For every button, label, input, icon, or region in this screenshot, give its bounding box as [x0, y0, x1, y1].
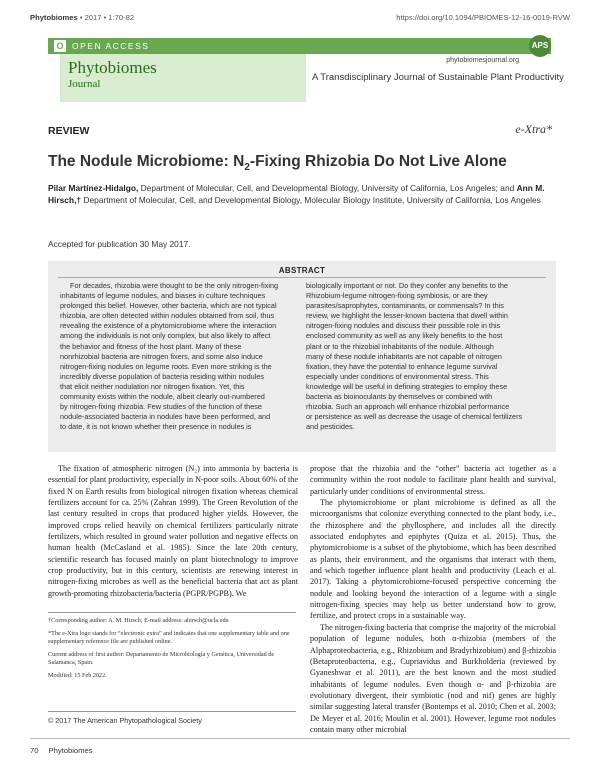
abstract-line: among the individuals is not only complex, but also likely to affect [60, 331, 271, 341]
abstract-line: nitrogen-fixing nodules on legume roots. Even more striking is the [60, 361, 272, 371]
open-access-label: OPEN ACCESS [72, 41, 150, 51]
abstract-left-column [60, 281, 300, 432]
abstract-line: by nitrogen-fixing rhizobia. Few studies of the function of these [60, 402, 262, 412]
abstract-line: many of these nodule inhabitants are not capable of nitrogen [306, 351, 502, 361]
running-head-volume: • 2017 • 1:70-82 [79, 13, 135, 22]
abstract-line: review, we highlight the lesser-known bacteria that dwell within [306, 311, 508, 321]
journal-url-link[interactable]: phytobiomesjournal.org [446, 57, 519, 64]
page-footer [30, 746, 92, 755]
abstract-line: that elicit neither nodulation nor nitrogen fixation. Yet, this [60, 381, 245, 391]
abstract-line: fixation, they have the potential to enhance legume survival [306, 361, 498, 371]
abstract-line: nonrhizobial bacteria are nitrogen fixers, and some also induce [60, 351, 263, 361]
body-paragraph: propose that the rhizobia and the “other” bacteria act together as a community within the root nodule to facilitate plant health and survival, particularly under conditions of environmental stress. [310, 464, 556, 496]
open-access-bar [48, 38, 551, 64]
article-title [48, 153, 558, 173]
abstract-line: inhabitants of legume nodules, and biases in culture techniques [60, 291, 266, 301]
abstract-line: Rhizobium-legume nitrogen-fixing symbiosis, or are they [306, 291, 488, 301]
abstract-line: especially under conditions of environmental stress. This [306, 371, 489, 381]
journal-logo-sub: Journal [68, 78, 101, 90]
body-paragraph: The fixation of atmospheric nitrogen (N₂) into ammonia by bacteria is essential for plant productivity, especially in N-poor soils. About 60% of the fixed N on Earth results from biological nitrogen fixation whereas chemical fertilizers account for ca. 25% (Zahran 1999). The Green Revolution of the last century resulted in crops that produced higher yields. However, the improved crops relied heavily on chemical fertilizers particularly nitrate fertilizers, which resulted in ground water pollution and negative effects on human health (McCasland et al. 1985). Since the late 20th century, scientific research has focused mainly on plant biotechnology to improve crop productivity, but in this century, scientists are renewing interest in nitrogen-fixing microbes as well as the beneficial bacteria that act as plant growth-promoting rhizobacteria/bacteria (PGPR/PGPB). We [48, 464, 298, 598]
page-number: 70 [30, 746, 39, 755]
journal-logo-name: Phytobiomes [68, 58, 157, 77]
author-1-name: Pilar Martínez-Hidalgo, [48, 183, 139, 193]
aps-logo: APS [529, 35, 551, 57]
abstract-line: incredibly diverse population of bacteria residing within nodules [60, 371, 265, 381]
abstract-line: plant or to the rhizobial inhabitants of the nodule. Although [306, 341, 494, 351]
abstract-line: prolonged this belief. However, other bacteria, which are not typical [60, 301, 277, 311]
author-1-affiliation: Department of Molecular, Cell, and Developmental Biology, University of California, Los Angeles; and [140, 183, 515, 193]
modified-date-note: Modified: 15 Feb 2022. [48, 671, 107, 679]
journal-logo [60, 54, 306, 102]
abstract-line: enclosed community as well as any likely benefits to the host [306, 331, 503, 341]
author-2-name: Ann M. Hirsch,† [48, 183, 545, 205]
abstract-line: rhizobia. Such an approach will enhance rhizobial performance [306, 402, 510, 412]
abstract-divider [58, 277, 546, 278]
abstract-line: knowledge will be useful in defining strategies to employ these [306, 381, 508, 391]
section-label: REVIEW [48, 125, 90, 137]
abstract-line: the behavior and fitness of the host plant. Many of these [60, 341, 242, 351]
copyright-divider [48, 711, 296, 712]
footnote-divider [48, 612, 296, 613]
abstract-line: parasites/saprophytes, contaminants, or commensals? In this [306, 301, 504, 311]
e-xtra-note: *The e-Xtra logo stands for “electronic extra” and indicates that one supplementary table and one supplementary reference file are published online. [48, 629, 290, 646]
journal-tagline: A Transdisciplinary Journal of Sustainable Plant Productivity [312, 72, 564, 83]
title-subscript: 2 [244, 162, 250, 174]
abstract-box [48, 261, 556, 452]
open-access-icon: O [54, 40, 66, 52]
abstract-line: and pesticides. [306, 422, 355, 432]
abstract-line: revealing the existence of a phytomicrobiome where the interaction [60, 321, 277, 331]
abstract-line: community exists within the nodule, albeit clearly out-numbered [60, 392, 265, 402]
body-paragraph: The nitrogen-fixing bacteria that comprise the majority of the microbial population of legume nodules, both α-rhizobia (members of the Alphaproteobacteria, e.g., Rhizobium and Bradyrhizobium) and β-rhizobia (Betaproteobacteria, e.g., Cupriavidus and Burkholderia (reviewed by Gyaneshwar et al. 2011), are the best known and the most studied inhabitants of legume nodules. Even though α- and β-rhizobia are evolutionary divergent, their symbiotic (nod and nif) genes are highly similar suggesting lateral transfer (Bontemps et al. 2010; Chen et al. 2003; De Meyer et al. 2016; Moulin et al. 2001). However, legume root nodules contain many other microbial [310, 622, 556, 734]
body-left-column [48, 463, 298, 599]
abstract-line: nodule-associated bacteria in nodules have been performed, and [60, 412, 271, 422]
running-head-citation [30, 13, 134, 22]
running-head [30, 13, 570, 25]
author-list [48, 183, 558, 206]
accepted-date: Accepted for publication 30 May 2017. [48, 239, 191, 249]
e-xtra-badge: e-Xtra* [515, 122, 552, 136]
abstract-right-column [306, 281, 546, 432]
corresponding-author-note: †Corresponding author: A. M. Hirsch; E-mail address: ahirsch@ucla.edu [48, 617, 229, 624]
running-head-journal: Phytobiomes [30, 13, 78, 22]
abstract-line: or persistence as well as decrease the usage of chemical fertilizers [306, 412, 523, 422]
title-part-2: -Fixing Rhizobia Do Not Live Alone [249, 153, 507, 170]
author-2-affiliation: Department of Molecular, Cell, and Developmental Biology, Molecular Biology Institute, University of California, Los Angeles [83, 194, 541, 205]
copyright-notice: © 2017 The American Phytopathological Society [48, 716, 202, 725]
abstract-line: to date, it is not known whether their presence in nodules is [60, 422, 252, 432]
footer-journal: Phytobiomes [48, 746, 93, 755]
footer-divider [30, 738, 570, 739]
footnotes [48, 617, 296, 685]
abstract-line: nitrogen-fixing nodules and discuss their possible role in this [306, 321, 501, 331]
body-paragraph: The phytomicrobiome or plant microbiome is defined as all the microorganisms that colonize everything connected to the plant body, i.e., the rhizosphere and the phyllosphere, and includes all the directly associated endophytes and epiphytes (Quiza et al. 2015). Thus, the phytomicrobiome is a subset of the phytobiome, which has been described as plants, their environment, and the organisms that interact with them, and which together influence plant health and productivity (Leach et al. 2017). Taking a phytomicrobiome-focused perspective concerning the nodule and looking beyond the interaction of a legume with a single nitrogen-fixing species may help us better understand how to grow, fertilize, and protect crops in a sustainable way. [310, 498, 556, 621]
abstract-heading: ABSTRACT [278, 266, 326, 275]
current-address-note: Current address of first author: Departamento de Microbiología y Genética, Universidad de Salamanca, Spain. [48, 650, 275, 667]
abstract-line: biologically important or not. Do they confer any benefits to the [306, 281, 508, 290]
abstract-line: bacteria as bioinoculants by themselves or combined with [306, 392, 493, 402]
abstract-line: rhizobia, are often detected within nodules obtained from soil, thus [60, 311, 275, 321]
abstract-line: For decades, rhizobia were thought to be the only nitrogen-fixing [70, 281, 279, 290]
doi-link[interactable]: https://doi.org/10.1094/PBIOMES-12-16-0019-RVW [396, 13, 570, 22]
body-right-column [310, 463, 556, 735]
title-part-1: The Nodule Microbiome: N [48, 153, 245, 170]
